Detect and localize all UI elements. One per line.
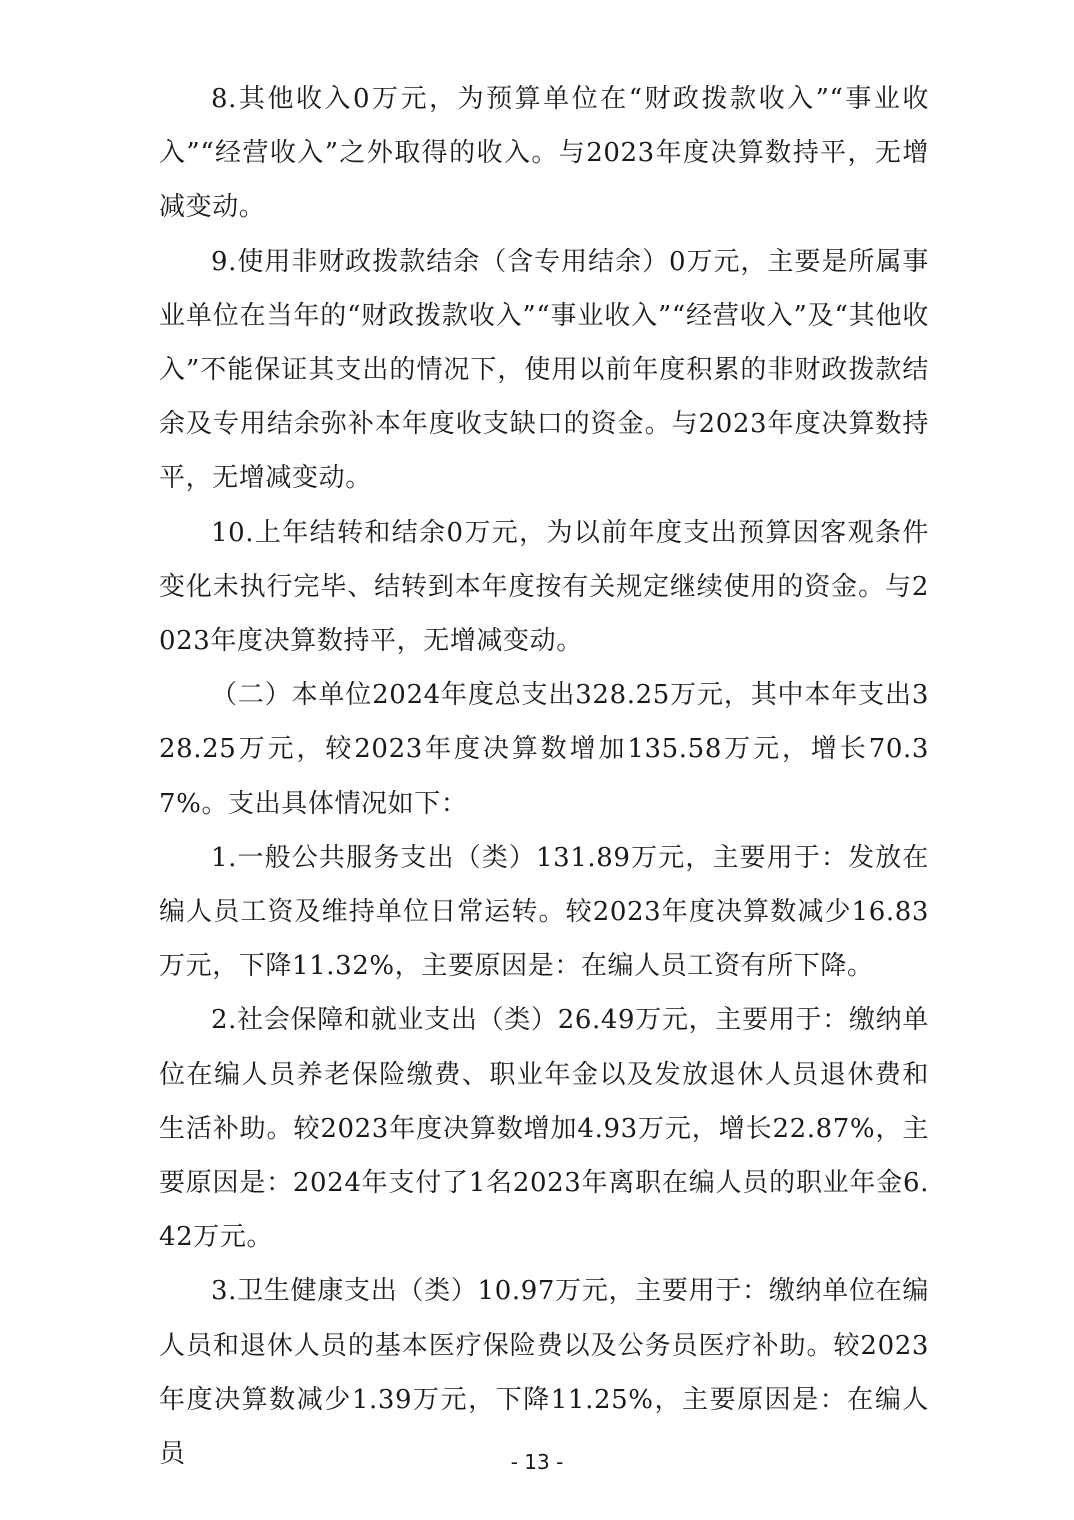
paragraph-social-security: 2.社会保障和就业支出（类）26.49万元，主要用于：缴纳单位在编人员养老保险缴费、职业年金以及发放退休人员退休费和生活补助。较2023年度决算数增加4.93万元，增长22.87%，主要原因是：2024年支付了1名2023年离职在编人员的职业年金6.42万元。 [159, 1005, 929, 1253]
page-number: - 13 - [510, 1450, 564, 1474]
paragraph-non-fiscal-surplus: 9.使用非财政拨款结余（含专用结余）0万元，主要是所属事业单位在当年的“财政拨款收入”“事业收入”“经营收入”及“其他收入”不能保证其支出的情况下，使用以前年度积累的非财政拨款结余及专用结余弥补本年度收支缺口的资金。与2023年度决算数持平，无增减变动。 [159, 246, 929, 494]
paragraph-other-income: 8.其他收入0万元，为预算单位在“财政拨款收入”“事业收入”“经营收入”之外取得的收入。与2023年度决算数持平，无增减变动。 [159, 84, 929, 223]
paragraph-total-expenditure: （二）本单位2024年度总支出328.25万元，其中本年支出328.25万元，较2023年度决算数增加135.58万元，增长70.37%。支出具体情况如下： [159, 680, 929, 819]
body-text [159, 72, 929, 1481]
paragraph-health: 3.卫生健康支出（类）10.97万元，主要用于：缴纳单位在编人员和退休人员的基本医疗保险费以及公务员医疗补助。较2023年度决算数减少1.39万元，下降11.25%，主要原因是：在编人员 [159, 1276, 929, 1470]
paragraph-carryover: 10.上年结转和结余0万元，为以前年度支出预算因客观条件变化未执行完毕、结转到本年度按有关规定继续使用的资金。与2023年度决算数持平，无增减变动。 [159, 517, 929, 657]
paragraph-general-public-services: 1.一般公共服务支出（类）131.89万元，主要用于：发放在编人员工资及维持单位日常运转。较2023年度决算数减少16.83万元，下降11.32%，主要原因是：在编人员工资有所下降。 [159, 842, 929, 982]
